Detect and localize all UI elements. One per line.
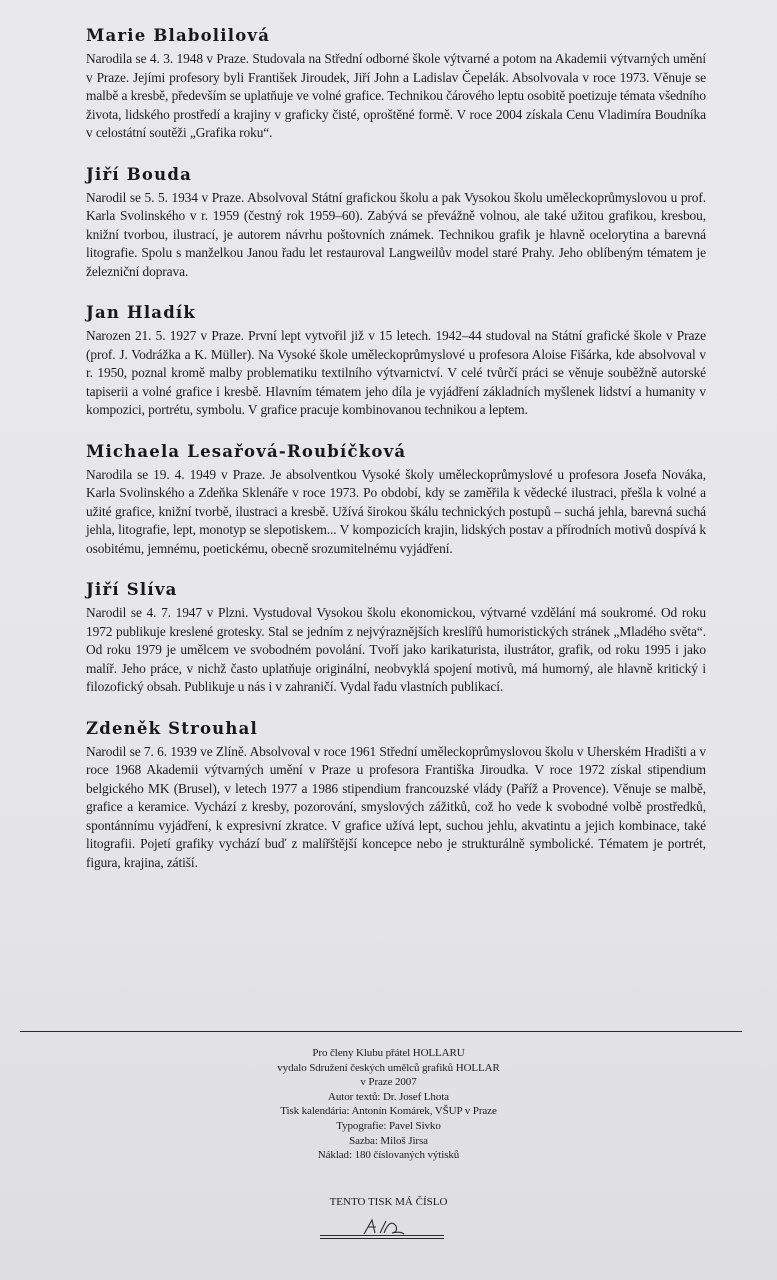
horizontal-divider [20, 1031, 742, 1032]
bio-entry [86, 24, 706, 143]
bio-text: Narozen 21. 5. 1927 v Praze. První lept vytvořil již v 15 letech. 1942–44 studoval na Státní grafické škole v Praze (prof. J. Vodrážka a K. Müller). Na Vysoké škole uměleckoprůmyslové u profesora Aloise Fišárka, kde absolvoval v r. 1950, poznal kromě malby problematiku textilního výtvarnictví. V celé tvůrčí práci se věnuje souběžně autorské tapiserii a volné grafice i kresbě. Hlavním tématem jeho díla je vyjádření základních myšlenek lidství a humanity v kompozici, portrétu, symbolu. V grafice pracuje kombinovanou technikou a leptem. [86, 328, 706, 417]
colophon [0, 1046, 777, 1163]
colophon-line: v Praze 2007 [360, 1076, 417, 1089]
bio-entry [86, 578, 706, 697]
print-number-label: TENTO TISK MÁ ČÍSLO [329, 1196, 448, 1208]
colophon-line: Sazba: Miloš Jirsa [349, 1134, 428, 1147]
colophon-line: Typografie: Pavel Sivko [336, 1119, 441, 1132]
bio-entry [86, 440, 706, 559]
bio-entry [86, 301, 706, 420]
bio-name: Michaela Lesařová-Roubíčková [86, 441, 407, 461]
colophon-line: Tisk kalendária: Antonín Komárek, VŠUP v Praze [280, 1105, 497, 1118]
colophon-line: Náklad: 180 číslovaných výtisků [317, 1149, 460, 1162]
bio-name: Zdeněk Strouhal [86, 718, 258, 738]
bio-text: Narodila se 4. 3. 1948 v Praze. Studovala na Střední odborné škole výtvarné a potom na Akademii výtvarných umění v Praze. Jejími profesory byli František Jiroudek, Jiří John a Ladislav Čepelák. Absolvovala v roce 1973. Věnuje se malbě a kresbě, především se uplatňuje ve volné grafice. Technikou čárového leptu osobitě poetizuje témata všedního života, lidského prostředí a krajiny v graficky čisté, oproštěné formě. V roce 2004 získala Cenu Vladimíra Boudníka v celostátní soutěži „Grafika roku“. [86, 51, 706, 140]
bio-name: Jiří Bouda [86, 164, 192, 184]
bio-text: Narodil se 7. 6. 1939 ve Zlíně. Absolvoval v roce 1961 Střední uměleckoprůmyslovou školu v Uherském Hradišti a v roce 1968 Akademii výtvarných umění v Praze u profesora Františka Jiroudka. V roce 1972 získal stipendium belgického MK (Brusel), v letech 1977 a 1986 stipendium francouzské vlády (Paříž a Provence). Věnuje se malbě, grafice a keramice. Vychází z kresby, pozorování, smyslových zážitků, což ho vede k svobodné volbě prostředků, spontánnímu vyjádření, k expresivní zkratce. V grafice užívá lept, suchou jehlu, akvatintu a jejich kombinace, také litografii. Pojetí grafiky vychází buď z malířštější koncepce nebo je strukturálně symbolické. Tématem je portrét, figura, krajina, zátiší. [86, 743, 706, 870]
artist-biographies [86, 24, 706, 892]
colophon-line: Autor textů: Dr. Josef Lhota [328, 1090, 449, 1103]
bio-name: Jiří Slíva [86, 580, 178, 599]
bio-entry [86, 717, 706, 873]
bio-name: Jan Hladík [86, 303, 197, 322]
bio-text: Narodila se 19. 4. 1949 v Praze. Je absolventkou Vysoké školy uměleckoprůmyslové u profesora Josefa Nováka, Karla Svolinského a Zdeňka Sklenáře v roce 1973. Po období, kdy se zaměřila k vědecké ilustraci, přešla k volné a užité grafice, knižní tvorbě, ilustraci a kresbě. Užívá širokou škálu technických postupů – suchá jehla, barevná suchá jehla, litografie, lept, monotyp se slepotiskem... V kompozicích krajin, lidských postav a přírodních motivů dospívá k osobitému, jemnému, poetickému, obecně srozumitelnému vyjádření. [86, 466, 706, 556]
bio-entry [86, 163, 706, 282]
handwritten-number-mark-icon [312, 1214, 452, 1242]
colophon-line: Pro členy Klubu přátel HOLLARU [312, 1047, 465, 1059]
bio-text: Narodil se 4. 7. 1947 v Plzni. Vystudoval Vysokou školu ekonomickou, výtvarné vzdělání má soukromé. Od roku 1972 publikuje kreslené grotesky. Stal se jedním z nejvýraznějších kreslířů humoristických stránek „Mladého světa“. Od roku 1979 je umělcem ve svobodném povolání. Tvoří jako karikaturista, ilustrátor, grafik, od roku 1995 i jako malíř. Jeho práce, v nichž často uplatňuje originální, neobvyklá spojení motivů, má humorný, ale hlavně kritický i filozofický obsah. Publikuje u nás i v zahraničí. Vydal řadu vlastních publikací. [86, 605, 706, 694]
bio-text: Narodil se 5. 5. 1934 v Praze. Absolvoval Státní grafickou školu a pak Vysokou školu uměleckoprůmyslovou u prof. Karla Svolinského v r. 1959 (čestný rok 1959–60). Zabývá se převážně volnou, ale také užitou grafikou, kresbou, knižní tvorbou, ilustrací, je autorem návrhu poštovních známek. Technikou grafik je hlavně ocelorytina a barevná litografie. Spolu s manželkou Janou řadu let restauroval Langweilův model staré Prahy. Jeho oblíbeným tématem je železniční doprava. [86, 189, 706, 279]
bio-name: Marie Blabolilová [86, 26, 271, 45]
colophon-line: vydalo Sdružení českých umělců grafiků HOLLAR [277, 1061, 500, 1074]
